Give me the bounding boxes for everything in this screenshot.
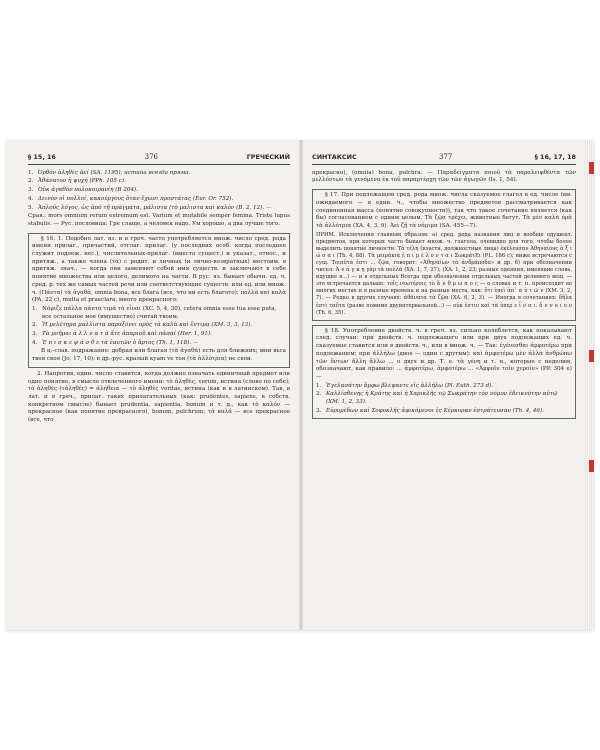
- left-header-title: ГРЕЧЕСКИЙ: [246, 153, 290, 161]
- right-running-head: [312, 154, 576, 165]
- thumb-tab: [589, 162, 594, 174]
- section-17-box: [312, 189, 576, 321]
- example-item: 1. Νόμιζε πάλλα πάντα τιμά τὰ εἶναι (XC. 5, 4, 30), cetera omnia esse tua esse puta, все остальное мое (имущество) считай твоим.: [32, 305, 277, 320]
- section-18-text: § 18. Употребление двойств. ч. в греч. яз. сильно колеблется, как показывают след. случаи: при двойств. ч. подлежащего или при двух подлежащих ед. ч. сказуемое ставится или в двойств. ч., или в множ. ч. — Так: ἐγένεσθαι ἀμφοτέρω при подлежащем; при ἀλλήλω (двое — один с другим): καὶ ἀμφοτέρω μὲν ἀλλὰ ἀνθρώπω τῶν ὄντων ἄλλη ἄλλω ... о двух и др. Т. e. τὰ γένη и τ. п., которые с неделим, обозначают, как правило: ... ἀμφοτέρω, ἀμφοτέρω ... «Ἀμφοῖν τοῖν χεροῖν» (PP. 304 e) —: [316, 327, 572, 380]
- left-page-number: 376: [144, 153, 158, 161]
- example-item: 4. Ἐ π ι σ κ ε ψ ά σ θ ε τὰ ἑαυτῶν ὁ ἄρτος (Th. 1, 118). —: [32, 339, 199, 346]
- left-running-head: [28, 154, 290, 165]
- section-16-2-text: 2. Напротив, един. число ставится, когда должно означать единичный предмет или одно понятие, в смысле отвлеченного имени: τὸ ἀληθές, verum, истина (слово по себе); τὸ ἀληθὲς (τἀληθές) = ἀλήθεια — τὸ ἀληθὲς veritas, истина (как и в латинском). Так, в лат. и в греч., прилаг. таких прилагательных (как: prudentes, sapiens, в собств. конкретном смысле) бывает prudentia, sapientia, bonum и т. д., как τὸ καλόν — прекрасное (как понятие прекрасного), bonum, pulchrum; τὰ καλά — все прекрасное (все, что: [28, 370, 290, 424]
- thumb-tab: [589, 460, 594, 472]
- thumb-tab: [589, 350, 594, 362]
- section-16-box: [28, 233, 290, 368]
- example-item: 4. Δεινὸν οἱ πολλοί, κακούργους ὅταν ἔχωσι προστάτας (Eur. Or. 752).: [28, 195, 234, 202]
- section-17-note: ПРИМ. Исключения главным образом: а) сред. рода названия лиц и вообще одушевл. предметов, при которых часто бывает множ. ч. глагола, очевидно для того, чтобы более выделить понятие личности: Τὰ τέλη (власти, должностные лица) ἐκέλευσαν Ἀθηναίους ἀ ξ ι ώ σ α ι (Th. 4, 88). Τὰ μειράκια ἐ π ι μ έ λ ο ν τ α ι ΣωκράτEι (PL. 186 c); ниже встречаются с сущ. Τοιαῦτα ἐστι ... ζῷα, говорит: «Ἀθηναίων τὰ ἀνδράποδα» и др. б) при обозначении чисел: Ἀ ν ά γ κ η γὰρ τὰ πολλὰ (XA. 1, 7, 27); (XA. 1, 2, 23; разные одеяния, имеющие слова, идущие в...) — и в отдельных Всегда при обозначении отдельных частей делимого вещ. — это встречается дальше: τοῖς νεωτέροις τὸ ἄ ν θ ρ ω π ο ς — о словах и т. п. происходит во многих местах и в разные времена и на разные места, как: ὅτι ἐπεὶ ἀπ᾽ α ὐ τ ῶ ν (XM. 3, 2, 7). — Редко в других случаях: ἀθάνατα τὰ ζῷα (XA. 6, 2, 3). — Иногда в сочетаниях: δῆλα ἐστὶ ταῦτα (разве помимо двуинтервальной...) — οὐκ ἐστιν καὶ τὰ ὑπερ ε ἶ ν α ι. ὅ ν ν ο ι ο ν (Th. 6, 35).: [316, 231, 572, 316]
- section-17-text: § 17. При подлежащем сред. рода множ. числа сказуемое глагол в ед. числе (вм. ожидаемого — в един. ч., чтобы множество предметов рассматривается как соединенная масса (понятие совокупности)), так что такое сочетание является (как бы) согласованием с одним целым. Τὰ ζῷα τρέχει, животные бегут. Τὰ μὲν καλὰ ὁρᾶ τὰ ἀλλότρια (XA. 4, 3, 9). Ἀεὶ ζῇ τὰ νόμιμα (SA. 455—7).: [316, 192, 572, 229]
- example-item: 1. Ὀρθὸν ἀληθὲς ἀεί (SA. 1195), истина всегда прямa.: [28, 169, 191, 176]
- right-page: [312, 154, 576, 422]
- example-item: 3. Τὰ μνῆμαι ἀ λ λ ν α τ ὰ ἄτε ἀπαριοῦ καὶ πὰσαί (Her. 1, 91).: [32, 331, 212, 338]
- section-18-box: [312, 325, 576, 420]
- continued-text: прекрасно), (omnia) bona, pulchra. — Παραδείγματα ποιοῦ τὰ παραλειφθέντα τῶν μελλόντων τὰ γενόμενα ἐκ τοῦ παραρτέρχη τῶν τῶν ἀγωγῶν (Is. 1, 54).: [312, 169, 576, 184]
- book-gutter: [299, 140, 303, 630]
- example-item: 5. Ἁπλοῦς λόγος, ὡς ἀπό τῆ πράγματα, μάλιστα (τὸ μαλιστα καὶ καλὸν (В. 2, 12). —: [28, 204, 272, 211]
- comparison-note: Срав.: mors omnium rerum extremum est. Varium et mutabile semper femina. Triste lupus stabulis. — Рус. пословица: Гре слаще, а человек надо. Ум хорошо, а два лучше того.: [28, 213, 290, 227]
- left-section-ref: § 15, 16: [28, 153, 56, 161]
- slavonic-note: В ц.-слав. подражание: добрая или благая (τὰ ἀγαθά) есть для ближних; мни вьса твоя своя (Jo. 17, 10); в др.-рус. кралый куаm ve тоя (τὰ ἀλλότρια) не свои.: [32, 348, 286, 363]
- page-edges: [585, 140, 594, 630]
- book-spread: [6, 140, 594, 630]
- example-item: 1. Ἐγελασάτην ἄμφω βλέψαντε εἰς ἀλλήλω (Pl. Euth. 273 d).: [316, 382, 494, 389]
- right-page-number: 377: [438, 153, 453, 161]
- example-item: 3. Οὐκ ἀγαθὸν πολυκοιρανίη (В 204).: [28, 187, 138, 194]
- example-item: 3. Εὐρυμέδων καὶ Σοφοκλῆς ἀφικόμενοι ἐς Κέρκυραν ἐστράτευσαν (Th. 4, 46).: [316, 407, 544, 414]
- example-item: 2. Καλλίσθενης ἡ Κράτης καὶ ἡ Χαρικλῆς τῷ Σωκράτην τὸν νόμον ἐδεικνύτην αὐτῷ (XM. 1, 2, 33).: [316, 391, 558, 406]
- right-section-ref: § 16, 17, 18: [534, 153, 576, 161]
- example-item: 2. Ἀθάνατον ἡ ψυχή (PPh. 105 с).: [28, 178, 126, 185]
- example-item: 2. Ἡ μελέτημα μαλλιστα παραξύνει πρὸς τὰ καλὰ καὶ ἔντιμα (XM. 3, 3, 13).: [32, 322, 253, 329]
- section-16-text: § 16. 1. Подобно лат. яз. и в греч. часто употребляется множ. число сред. рода имени прилаг., причастий, отглаг. прилаг. (у последних осoб. когда последнее служит подлеж. неc.), числительных-прилаг. (вместо сущест.) и указат., относ., и притяж., а также члена (τά) с родит. и личных (и лично-возвратных) местоим. в притяж. знач., — когда они заменяют собой имя существ. и заключают в себе понятие множества или целого, делимого на части. В рус. яз. бывает обычн. ед. ч. сред. р. тех же самых частей речи или соответствующие существ. или ед. или множ. ч. (Πάντα) τὰ ἀγαθὰ, omnia bona, все блага (все, что ни есть благого); πολλὰ καὶ καλὰ (PA. 22 c), multa et praeclara, много прекрасного:: [32, 235, 286, 304]
- left-page: [28, 154, 290, 426]
- right-header-title: СИНТАКСИС: [312, 153, 357, 161]
